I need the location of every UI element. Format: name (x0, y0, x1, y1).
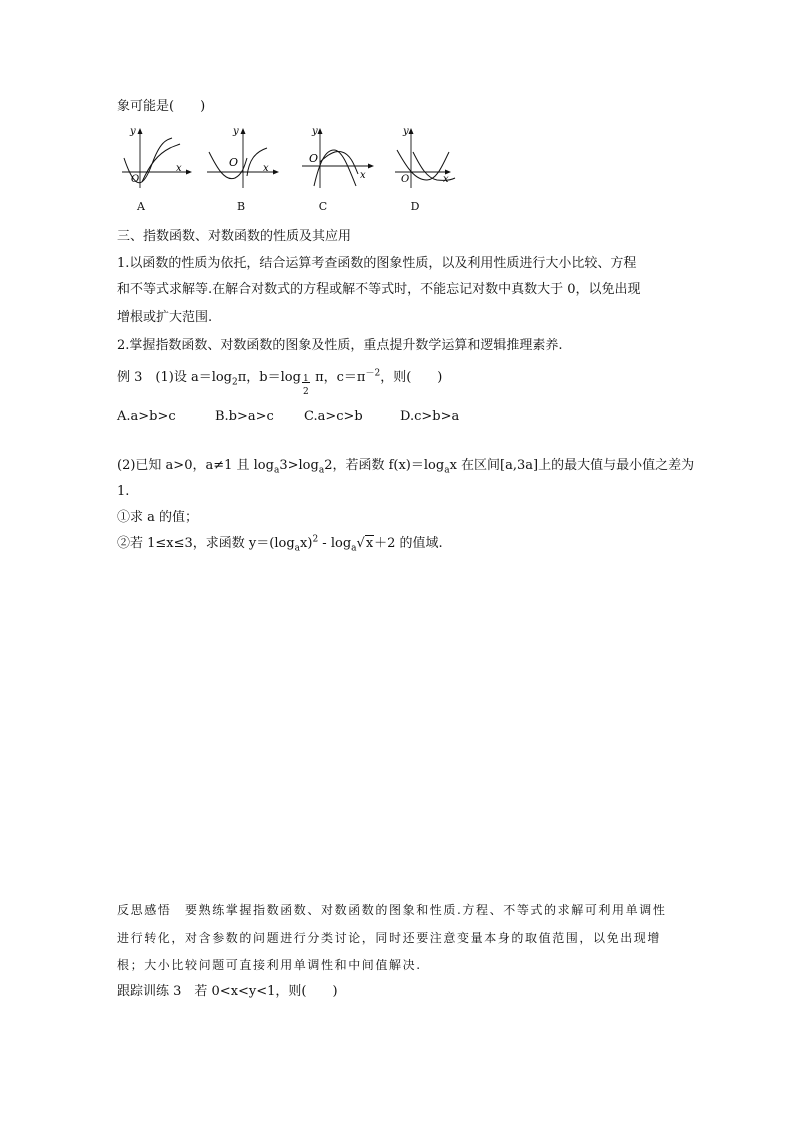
reflection-line3: 根；大小比较问题可直接利用单调性和中间值解决. (117, 958, 422, 972)
follow-up-exercise: 跟踪训练 3 若 0<x<y<1，则( ) (117, 984, 338, 999)
ex3-text-prefix: 例 3 (1)设 a＝log (117, 370, 233, 385)
graph-d-svg (393, 124, 473, 190)
graph-option-b (205, 124, 285, 190)
ex3-text-mid: π，c＝π (310, 370, 366, 385)
ex3-text-end: ，则( ) (380, 370, 443, 385)
graph-a-y-label: y (130, 126, 136, 137)
graph-c-origin-label: O (309, 152, 319, 165)
ex3-exponent: －2 (365, 368, 381, 379)
example3-part2: (2)已知 a>0，a≠1 且 $\log_a3>\log_a2$，若函数 $f(x)=\log_ax$ 在区间[a,3a]上的最大值与最小值之差为 (117, 458, 695, 476)
graph-b-origin-label: O (229, 156, 239, 169)
graph-option-c (300, 124, 380, 190)
graph-b-svg (205, 124, 285, 190)
ex3p2-text-c: 2，若函数 f(x)＝log (324, 458, 445, 473)
ex3p2-text-a: (2)已知 a>0，a≠1 且 log (117, 458, 274, 473)
graph-c-x-label: x (360, 170, 366, 181)
option-d: D.c>b>a (400, 409, 460, 424)
ex3-text-pi: π，b＝log (237, 370, 301, 385)
sqrt-body: x (365, 536, 374, 551)
reflection-line1: 反思感悟 要熟练掌握指数函数、对数函数的图象和性质.方程、不等式的求解可利用单调性 (117, 903, 667, 917)
graph-b-label: B (236, 200, 246, 213)
option-c: C.a>c>b (304, 409, 363, 424)
graph-c-svg (300, 124, 380, 190)
point2: 2.掌握指数函数、对数函数的图象及性质，重点提升数学运算和逻辑推理素养. (117, 338, 563, 353)
ex3p2-text-b: 3>log (279, 458, 319, 473)
graph-c-label: C (318, 200, 328, 213)
graph-a-origin-label: O (131, 174, 140, 185)
point1-line2: 和不等式求解等.在解合对数式的方程或解不等式时，不能忘记对数中真数大于 0，以免出现 (117, 282, 641, 297)
ex3-log-base: 2 (232, 377, 238, 388)
graph-a-x-label: x (176, 163, 182, 174)
point1-line1: 1.以函数的性质为依托，结合运算考查函数的图象性质，以及利用性质进行大小比较、方程 (117, 256, 637, 271)
option-a: A.a>b>c (117, 409, 176, 424)
graph-option-a (118, 124, 198, 190)
question-1: ①求 a 的值； (117, 510, 199, 525)
section-title: 三、指数函数、对数函数的性质及其应用 (117, 229, 352, 244)
example3-part1 (117, 366, 443, 397)
graph-c-y-label: y (312, 126, 318, 137)
graph-a-label: A (137, 200, 145, 213)
fraction-one-half: 1 2 (302, 374, 309, 397)
graph-d-x-label: x (443, 174, 449, 185)
graph-d-origin-label: O (401, 174, 410, 185)
graph-d-label: D (410, 200, 420, 213)
point1-line3: 增根或扩大范围. (117, 310, 213, 325)
question-intro: 象可能是( ) (117, 99, 206, 114)
reflection-line2: 进行转化，对含参数的问题进行分类讨论，同时还要注意变量本身的取值范围，以免出现增 (117, 931, 662, 945)
example3-part2-line2: 1. (117, 484, 130, 499)
graph-b-y-label: y (233, 126, 239, 137)
ex3p2-text-d: x 在区间[a,3a]上的最大值与最小值之差为 (449, 458, 695, 473)
question-2: ②若 1≤x≤3，求函数 $y=(\log_ax)^2 - \log_a√x+2$ 的值域. (117, 534, 443, 554)
graph-a-svg (118, 124, 198, 190)
graph-d-y-label: y (403, 126, 409, 137)
graph-option-d (393, 124, 473, 190)
graph-b-x-label: x (263, 163, 269, 174)
sqrt-icon: √ (356, 536, 365, 551)
option-b: B.b>a>c (215, 409, 274, 424)
